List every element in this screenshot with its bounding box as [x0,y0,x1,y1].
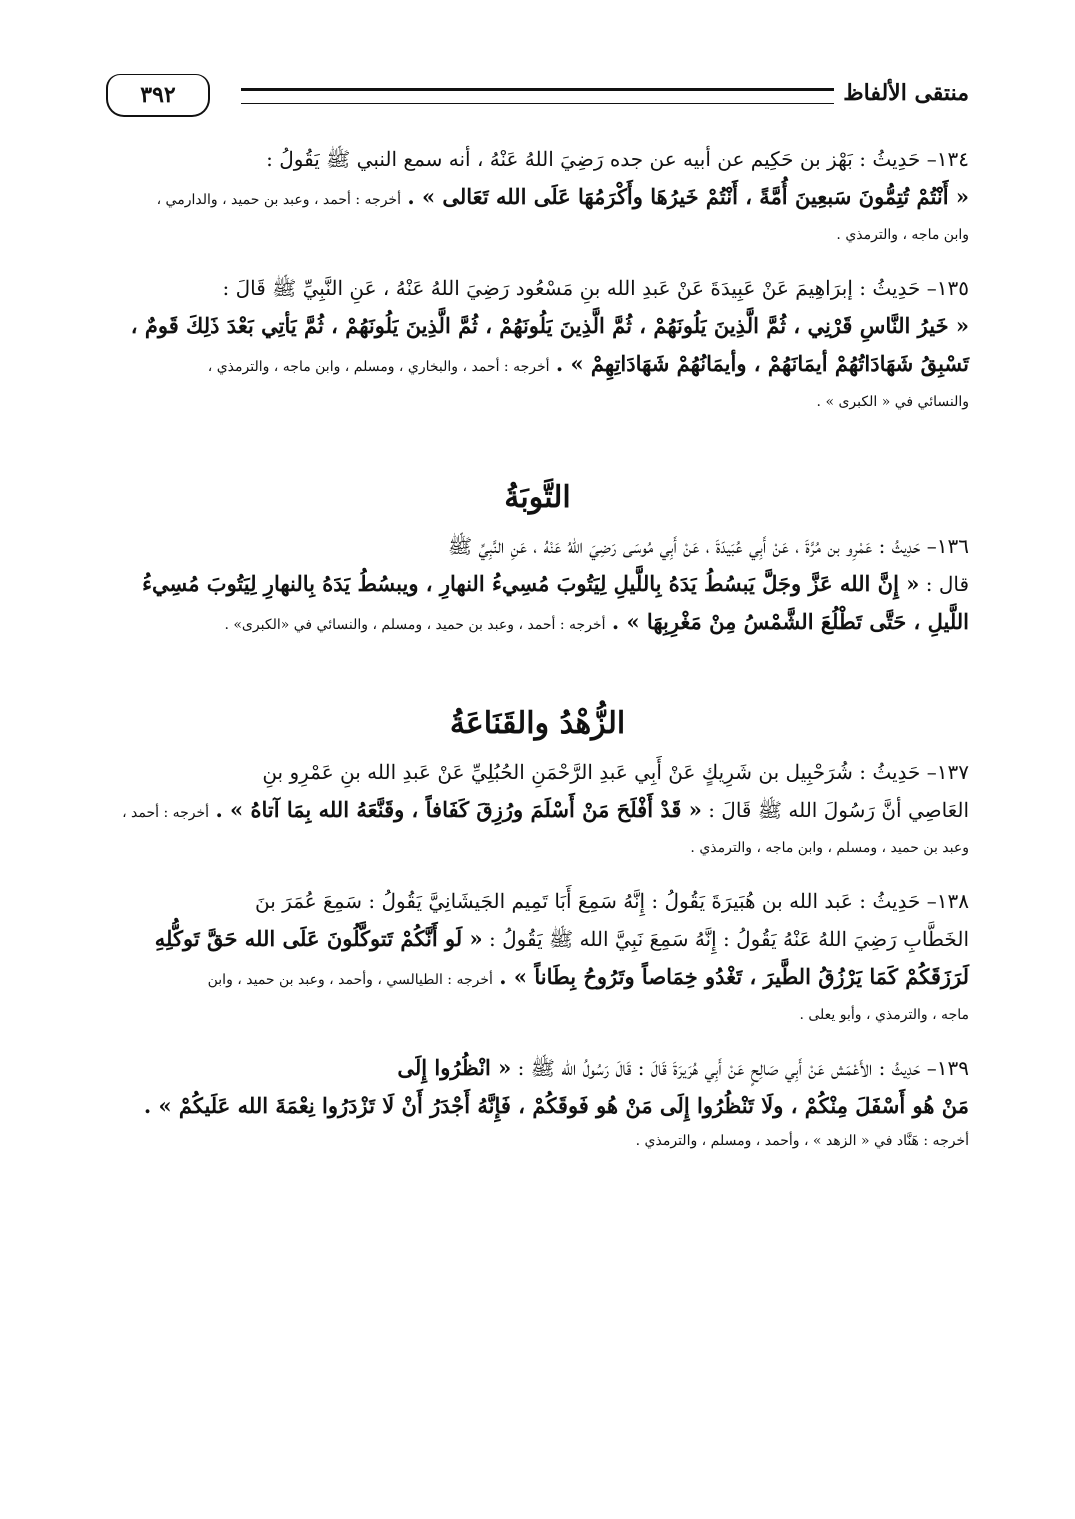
hadith-matn: « خَيرُ النَّاسِ قَرْنِي ، ثُمَّ الَّذِينَ يَلُونَهُمْ ، ثُمَّ الَّذِينَ يَلُونَهُمْ ، ثُمَّ الَّذِينَ يَلُونَهُمْ ، ثُمَّ يَأتِي بَعْدَ ذَلِكَ قَومٌ ، [130,313,969,338]
hadith-lead: العَاصِي أنَّ رَسُولَ الله ﷺ قَالَ : [708,798,969,822]
header-rule [241,88,834,104]
hadith-isnad: ١٣٨– حَدِيثُ : عَبد الله بن هُبَيرَةَ يَقُولُ : إِنَّهُ سَمِعَ أَبَا تَمِيم الجَيشَانِيَّ يَقُولُ : سَمِعَ عُمَرَ بنَ [255,889,969,913]
hadith-matn: تَسْبِقُ شَهَادَاتُهُمْ أيمَانَهُمْ ، وأيمَانُهُمْ شَهَادَاتِهِمْ » . [555,351,969,376]
hadith-takhrij: أخرجه : أحمد ، وعبد بن حميد ، ومسلم ، والنسائي في «الكبرى» . [224,617,606,633]
hadith-matn: « لَو أَنَّكُمْ تَتوكَّلُونَ عَلَى الله حَقَّ تَوكُّلِهِ [154,926,483,951]
hadith-takhrij: أخرجه : أحمد ، والبخاري ، ومسلم ، وابن ماجه ، والترمذي ، [207,359,550,375]
hadith-takhrij-cont: ماجه ، والترمذي ، وأبو يعلى . [799,1007,969,1023]
hadith-matn: « قَدْ أَفْلَحَ مَنْ أَسْلَمَ ورُزِقَ كَفَافاً ، وقَنَّعَهُ الله بِمَا آتاهُ » . [215,797,702,822]
hadith-takhrij: أخرجه : أحمد ، وعبد بن حميد ، والدارمي ، [156,192,401,208]
hadith-134 [106,140,969,251]
hadith-lead: ١٣٩– حَدِيثُ : الأَعْمَش عَنْ أَبِي صَالِحٍ عَنْ أَبِي هُرَيرَةَ قَالَ : قَالَ رَسُولُ الله ﷺ : [517,1056,969,1080]
section-heading-zuhd: الزُّهْدُ والقَنَاعَةُ [449,706,626,741]
hadith-matn: « أَنْتُمْ تُتِمُّونَ سَبعِينَ أُمَّةً ، أَنْتُمْ خَيرُهَا وأَكْرَمُهَا عَلَى الله تَعَالى » . [407,184,969,209]
hadith-matn-line [106,920,969,958]
hadith-matn: « انْظُرُوا إِلَى [397,1055,512,1080]
hadith-takhrij-cont: وابن ماجه ، والترمذي . [836,227,969,243]
hadith-takhrij-cont: والنسائي في « الكبرى » . [816,394,969,410]
hadith-matn-line [106,603,969,644]
hadith-matn-line [106,345,969,386]
book-title: منتقى الألفاظ [843,80,969,106]
hadith-lead: قال : [925,572,969,596]
hadith-matn: اللَّيلِ ، حَتَّى تَطْلُعَ الشَّمْسُ مِنْ مَغْرِبِهَا » . [611,609,969,634]
section-heading-tawba: التَّوبَةُ [504,480,571,515]
page-number: ٣٩٢ [106,74,210,117]
hadith-isnad: ١٣٧– حَدِيثُ : شُرَحْبِيل بن شَرِيكٍ عَنْ أَبِي عَبدِ الرَّحْمَنِ الحُبُلِيِّ عَنْ عَبدِ الله بنِ عَمْرِو بنِ [262,760,969,784]
hadith-isnad: ١٣٤– حَدِيثُ : بَهْز بن حَكِيم عن أبيه عن جده رَضِيَ اللهُ عَنْهُ ، أنه سمع النبي ﷺ يَقُولُ : [266,147,969,171]
hadith-139 [106,1049,969,1157]
hadith-takhrij: أخرجه : أحمد ، [122,805,210,821]
hadith-lead: الخَطَّابِ رَضِيَ اللهُ عَنْهُ يَقُولُ : إِنَّهُ سَمِعَ نَبِيَّ الله ﷺ يَقُولُ : [489,927,969,951]
hadith-matn-line [106,565,969,603]
hadith-matn-line [106,958,969,999]
hadith-138 [106,882,969,1031]
hadith-takhrij: أخرجه : هَنَّاد في « الزهد » ، وأحمد ، ومسلم ، والترمذي . [635,1133,969,1149]
hadith-takhrij: أخرجه : الطيالسي ، وأحمد ، وعبد بن حميد ، وابن [207,972,493,988]
hadith-matn-line [106,1049,969,1087]
hadith-matn: « إِنَّ الله عَزَّ وجَلَّ يَبسُطُ يَدَهُ بِاللَّيلِ لِيَتُوبَ مُسِيءُ النهارِ ، ويبسُطُ يَدَهُ بِالنهارِ لِيَتُوبَ مُسِيءُ [142,571,920,596]
hadith-136 [106,527,969,644]
hadith-matn: مَنْ هُو أَسْفَلَ مِنْكُمْ ، ولَا تَنْظُرُوا إِلَى مَنْ هُو فَوقَكُمْ ، فَإِنَّهُ أَجْدَرُ أَنْ لَا تَزْدَرُوا نِعْمَةَ الله عَلَيكُمْ » . [143,1093,969,1118]
hadith-137 [106,753,969,864]
hadith-135 [106,269,969,418]
page-header [106,74,969,124]
hadith-takhrij-cont: وعبد بن حميد ، ومسلم ، وابن ماجه ، والترمذي . [690,840,969,856]
hadith-matn: لَرَزَقَكُمْ كَمَا يَرْزُقُ الطَّيرَ ، تَغْدُو خِمَاصاً وتَرُوحُ بِطَاناً » . [499,964,969,989]
page-body [106,140,969,1175]
hadith-matn-line [106,791,969,832]
hadith-isnad: ١٣٥– حَدِيثُ : إبرَاهِيمَ عَنْ عَبِيدَةَ عَنْ عَبدِ الله بنِ مَسْعُود رَضِيَ اللهُ عَنْهُ ، عَنِ النَّبِيِّ ﷺ قَالَ : [222,276,969,300]
hadith-isnad: ١٣٦– حَدِيثُ : عَمْرِو بن مُرَّةَ ، عَنْ أَبِي عُبَيدَةَ ، عَنْ أَبِي مُوسَى رَضِيَ اللهُ عَنْهُ ، عَنِ النَّبِيِّ ﷺ [447,534,969,558]
hadith-matn-line [106,178,969,219]
